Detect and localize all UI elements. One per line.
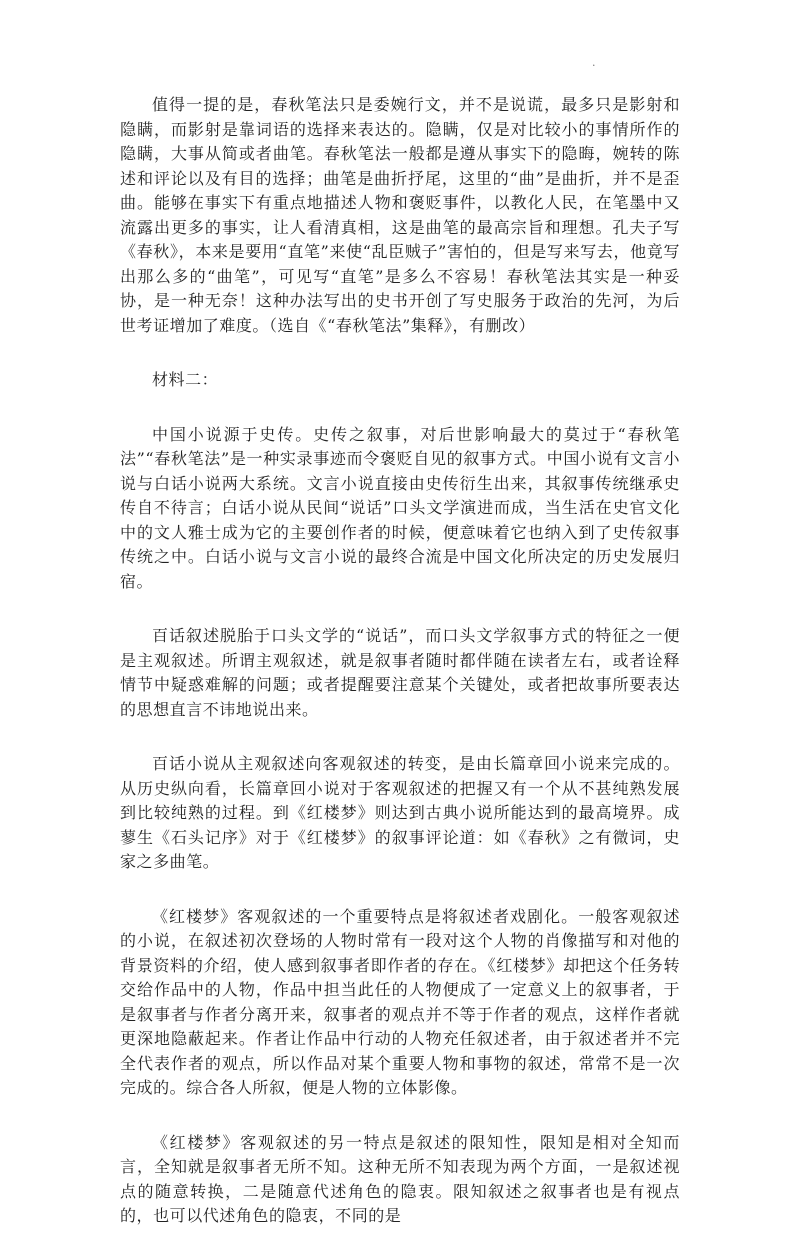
paragraph-narration-shift: 百话小说从主观叙述向客观叙述的转变，是由长篇章回小说来完成的。从历史纵向看，长篇章回小说对于客观叙述的把握又有一个从不甚纯熟发展到比较纯熟的过程。到《红楼梦》则达到古典小说所能达到的最高境界。成蓼生《石头记序》对于《红楼梦》的叙事评论道：如《春秋》之有微词，史家之多曲笔。: [120, 754, 680, 871]
material-two-label: 材料二：: [152, 370, 219, 389]
body-text: [120, 93, 680, 1259]
corner-mark: .: [592, 56, 596, 69]
paragraph-limited-narration: 《红楼梦》客观叙述的另一特点是叙述的限知性，限知是相对全知而言，全知就是叙事者无所不知。这种无所不知表现为两个方面，一是叙述视点的随意转换，二是随意代述角色的隐衷。限知叙述之叙事者也是有视点的，也可以代述角色的隐衷，不同的是: [120, 1132, 680, 1225]
paragraph-subjective-narration: 百话叙述脱胎于口头文学的“说话”，而口头文学叙事方式的特征之一便是主观叙述。所谓主观叙述，就是叙事者随时都伴随在读者左右，或者诠释情节中疑惑难解的问题；或者提醒要注意某个关键处，或者把故事所要表达的思想直言不讳地说出来。: [120, 626, 680, 719]
paragraph-chunqiu-bifa: 值得一提的是，春秋笔法只是委婉行文，并不是说谎，最多只是影射和隐瞒，而影射是靠词语的选择来表达的。隐瞒，仅是对比较小的事情所作的隐瞒，大事从简或者曲笔。春秋笔法一般都是遵从事实下的隐晦，婉转的陈述和评论以及有目的选择；曲笔是曲折抒尾，这里的“曲”是曲折，并不是歪曲。能够在事实下有重点地描述人物和褒贬事件，以教化人民，在笔墨中又流露出更多的事实，让人看清真相，这是曲笔的最高宗旨和理想。孔夫子写《春秋》，本来是要用“直笔”来使“乱臣贼子”害怕的，但是写来写去，他竟写出那么多的“曲笔”，可见写“直笔”是多么不容易！春秋笔法其实是一种妥协，是一种无奈！这种办法写出的史书开创了写史服务于政治的先河，为后世考证增加了难度。（选自《“春秋笔法”集释》，有删改）: [120, 95, 680, 335]
paragraph-novel-origin: 中国小说源于史传。史传之叙事，对后世影响最大的莫过于“春秋笔法”“春秋笔法”是一种实录事迹而令褒贬自见的叙事方式。中国小说有文言小说与白话小说两大系统。文言小说直接由史传衍生出来，其叙事传统继承史传自不待言；白话小说从民间“说话”口头文学演进而成，当生活在史官文化中的文人雅士成为它的主要创作者的时候，便意味着它也纳入到了史传叙事传统之中。白话小说与文言小说的最终合流是中国文化所决定的历史发展归宿。: [120, 424, 680, 591]
paragraph-dramatized-narrator: 《红楼梦》客观叙述的一个重要特点是将叙述者戏剧化。一般客观叙述的小说，在叙述初次登场的人物时常有一段对这个人物的肖像描写和对他的背景资料的介绍，使人感到叙事者即作者的存在。《红楼梦》却把这个任务转交给作品中的人物，作品中担当此任的人物便成了一定意义上的叙事者，于是叙事者与作者分离开来，叙事者的观点并不等于作者的观点，这样作者就更深地隐蔽起来。作者让作品中行动的人物充任叙述者，由于叙述者并不完全代表作者的观点，所以作品对某个重要人物和事物的叙述，常常不是一次完成的。综合各人所叙，便是人物的立体影像。: [120, 906, 680, 1097]
